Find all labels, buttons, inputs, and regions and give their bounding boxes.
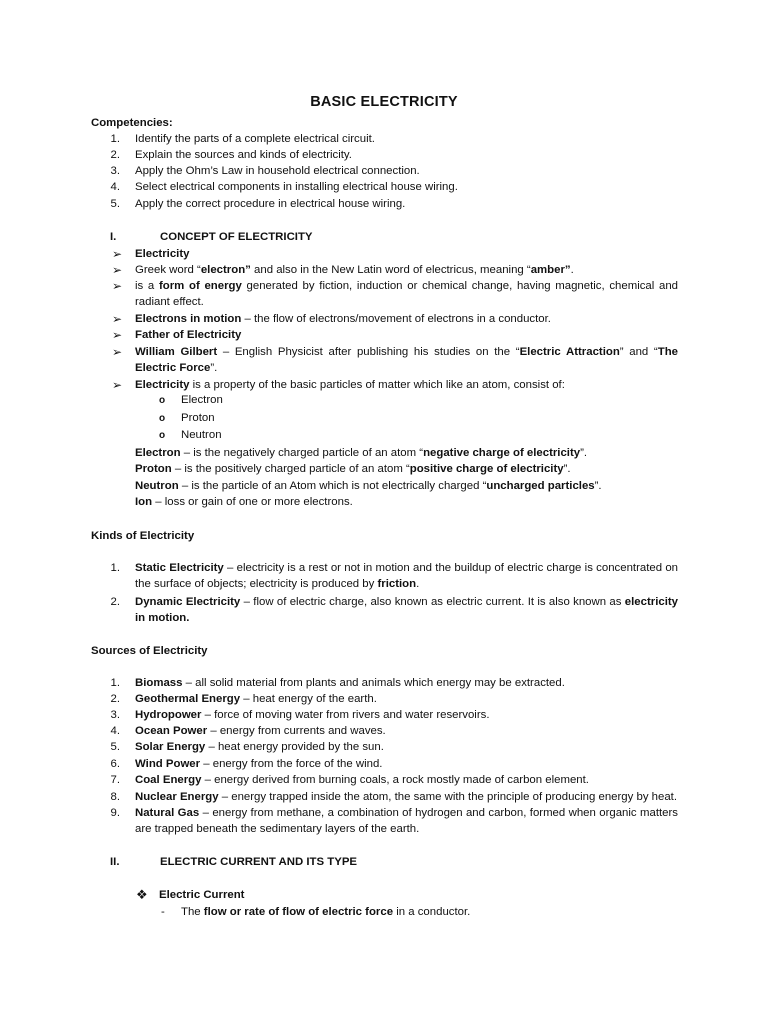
bullet-text: Greek word “electron” and also in the New Latin word of electricus, meaning “amber”.	[135, 264, 574, 276]
bullet-text: Electric Current	[159, 889, 245, 901]
list-item: Explain the sources and kinds of electricity.	[135, 149, 352, 161]
section-heading: ELECTRIC CURRENT AND ITS TYPE	[160, 856, 358, 868]
arrow-bullet-icon: ➢	[112, 328, 123, 342]
list-item: Coal Energy – energy derived from burning coals, a rock mostly made of carbon element.	[135, 774, 589, 786]
list-number: 3.	[110, 165, 120, 177]
section-numeral: II.	[110, 856, 120, 868]
list-item: Identify the parts of a complete electrical circuit.	[135, 133, 375, 145]
list-item: Static Electricity – electricity is a rest or not in motion and the buildup of electric charge is concentrated on the surface of objects; electricity is produced by friction.	[135, 562, 678, 591]
arrow-bullet-icon: ➢	[112, 247, 123, 261]
bullet-text: is a form of energy generated by fiction, induction or chemical change, having magnetic, chemical and radiant effect.	[135, 280, 679, 309]
list-item: Nuclear Energy – energy trapped inside the atom, the same with the principle of producing energy by heat.	[135, 791, 678, 803]
list-item: Solar Energy – heat energy provided by the sun.	[135, 741, 384, 753]
list-item: Dynamic Electricity – flow of electric charge, also known as electric current. It is also known as electricity in motion.	[135, 596, 678, 625]
competencies-heading: Competencies:	[91, 117, 173, 129]
dash-bullet: -	[161, 906, 165, 918]
sub-item: Proton	[181, 412, 215, 424]
arrow-bullet-icon: ➢	[112, 279, 123, 293]
definition-line: Electron – is the negatively charged particle of an atom “negative charge of electricity”.	[135, 447, 588, 459]
arrow-bullet-icon: ➢	[112, 263, 123, 277]
bullet-text: Father of Electricity	[135, 329, 242, 341]
arrow-bullet-icon: ➢	[112, 312, 123, 326]
list-number: 2.	[110, 693, 120, 705]
list-item: Apply the correct procedure in electrical house wiring.	[135, 198, 406, 210]
definition-line: Ion – loss or gain of one or more electrons.	[135, 496, 353, 508]
list-item: Hydropower – force of moving water from rivers and water reservoirs.	[135, 709, 490, 721]
arrow-bullet-icon: ➢	[112, 345, 123, 359]
list-number: 3.	[110, 709, 120, 721]
list-number: 1.	[110, 677, 120, 689]
circle-bullet-icon: o	[159, 413, 166, 424]
circle-bullet-icon: o	[159, 395, 166, 406]
list-number: 4.	[110, 181, 120, 193]
list-number: 5.	[110, 741, 120, 753]
sub-item: Neutron	[181, 429, 222, 441]
list-item: Wind Power – energy from the force of the wind.	[135, 758, 383, 770]
bullet-text: William Gilbert – English Physicist after publishing his studies on the “Electric Attraction” and “The Electric Force”.	[135, 346, 678, 375]
bullet-text: Electrons in motion – the flow of electrons/movement of electrons in a conductor.	[135, 313, 551, 325]
diamond-bullet-icon: ❖	[136, 887, 148, 902]
sub-item: Electron	[181, 394, 223, 406]
bullet-text: Electricity	[135, 248, 190, 260]
definition-line: Neutron – is the particle of an Atom which is not electrically charged “uncharged particles”.	[135, 480, 602, 492]
sources-heading: Sources of Electricity	[91, 645, 208, 657]
section-numeral: I.	[110, 231, 117, 243]
list-item: Ocean Power – energy from currents and waves.	[135, 725, 386, 737]
list-number: 7.	[110, 774, 120, 786]
list-item: Geothermal Energy – heat energy of the earth.	[135, 693, 377, 705]
page-title: BASIC ELECTRICITY	[310, 94, 458, 110]
circle-bullet-icon: o	[159, 430, 166, 441]
bullet-text: Electricity is a property of the basic particles of matter which like an atom, consist of:	[135, 379, 565, 391]
list-item: Biomass – all solid material from plants and animals which energy may be extracted.	[135, 677, 565, 689]
list-number: 4.	[110, 725, 120, 737]
list-number: 5.	[110, 198, 120, 210]
list-number: 8.	[110, 791, 120, 803]
list-number: 1.	[110, 133, 120, 145]
list-number: 2.	[110, 596, 120, 608]
list-item: Apply the Ohm’s Law in household electrical connection.	[135, 165, 420, 177]
arrow-bullet-icon: ➢	[112, 378, 123, 392]
list-number: 2.	[110, 149, 120, 161]
list-number: 1.	[110, 562, 120, 574]
list-number: 6.	[110, 758, 120, 770]
list-item: Natural Gas – energy from methane, a combination of hydrogen and carbon, formed when organic matters are trapped beneath the sedimentary layers of the earth.	[135, 807, 678, 836]
bullet-text: The flow or rate of flow of electric force in a conductor.	[181, 906, 471, 918]
section-heading: CONCEPT OF ELECTRICITY	[160, 231, 313, 243]
definition-line: Proton – is the positively charged particle of an atom “positive charge of electricity”.	[135, 463, 571, 475]
list-item: Select electrical components in installing electrical house wiring.	[135, 181, 458, 193]
list-number: 9.	[110, 807, 120, 819]
kinds-heading: Kinds of Electricity	[91, 530, 195, 542]
